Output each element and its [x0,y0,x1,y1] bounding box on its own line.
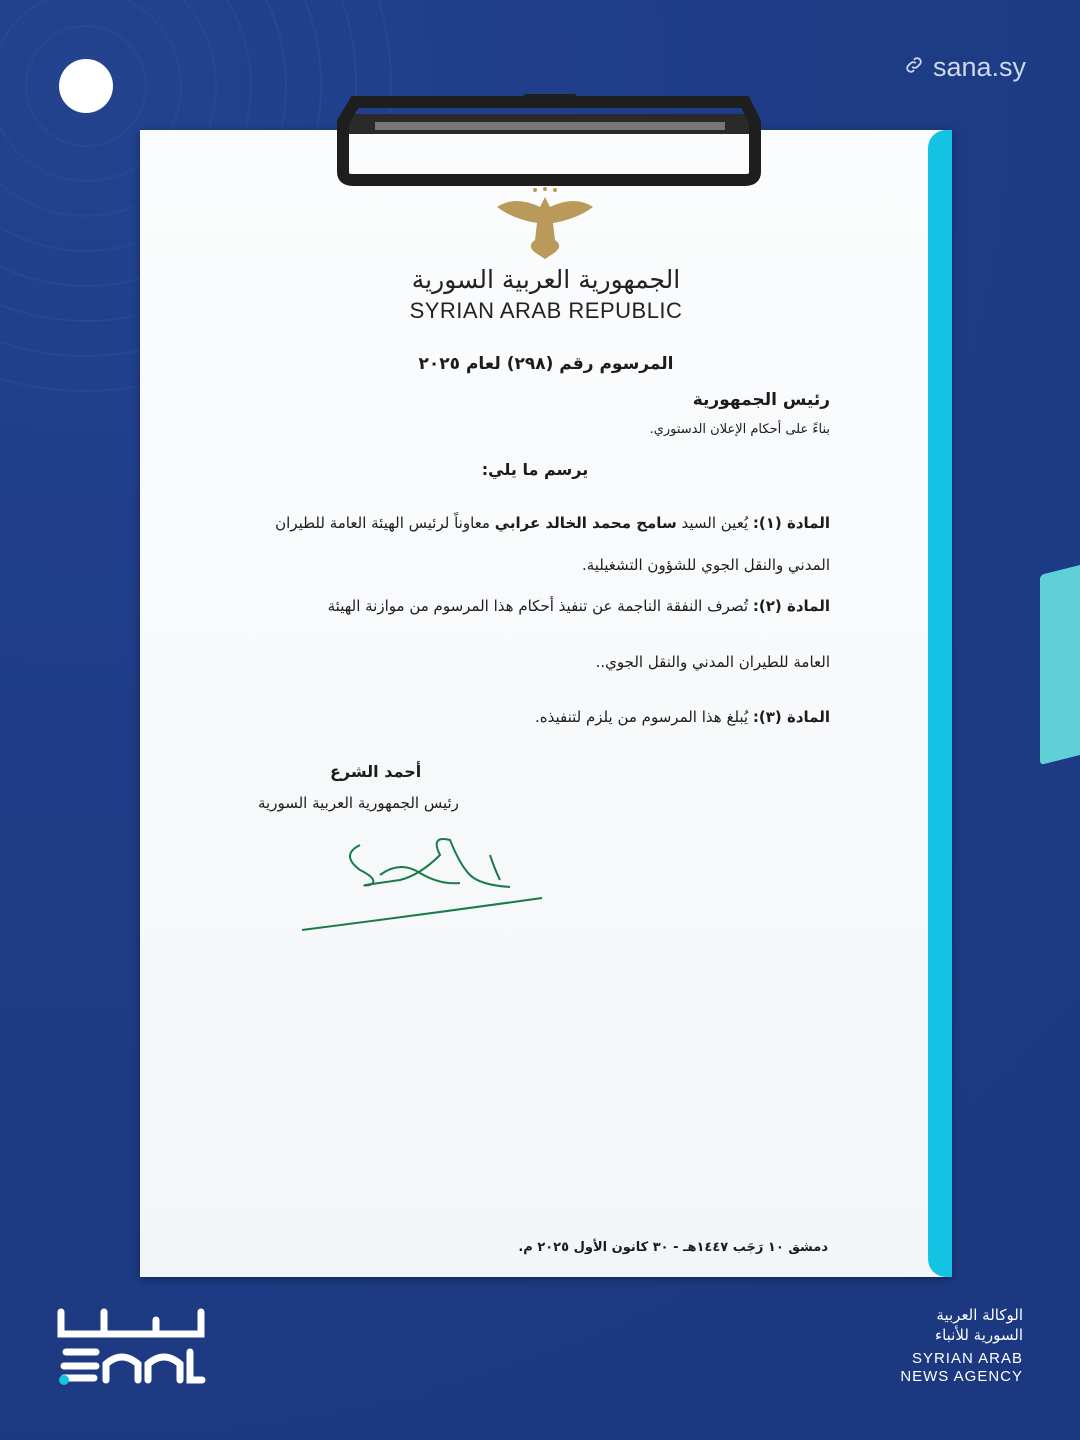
decorative-shape [1040,565,1080,765]
article-text: معاوناً لرئيس الهيئة العامة للطيران [275,514,495,532]
appointee-name: سامح محمد الخالد عرابي [494,514,677,532]
agency-name-ar-2: السورية للأنباء [935,1326,1023,1344]
article-1 [250,514,830,532]
article-text: تُصرف النفقة الناجمة عن تنفيذ أحكام هذا المرسوم من موازنة الهيئة [327,597,753,615]
decree-title: المرسوم رقم (٢٩٨) لعام ٢٠٢٥ [418,354,674,374]
agency-name [900,1305,1023,1386]
header-arabic: الجمهورية العربية السورية [411,265,681,294]
signatory-name: أحمد الشرع [330,762,422,781]
agency-name-ar-1: الوكالة العربية [936,1306,1023,1324]
sana-link[interactable] [903,52,1026,83]
article-2-line2: العامة للطيران المدني والنقل الجوي.. [595,653,830,671]
date-line: دمشق ١٠ رَجَب ١٤٤٧هـ - ٣٠ كانون الأول ٢٠٢٥ م. [518,1240,828,1255]
clipboard-clip-icon [335,92,765,187]
decorative-circle [59,59,113,113]
president-heading: رئيس الجمهورية [692,390,830,410]
eagle-emblem-icon [495,185,595,260]
article-text: يُبلغ هذا المرسوم من يلزم لتنفيذه. [534,708,753,726]
agency-name-en-1: SYRIAN ARAB [911,1350,1023,1367]
article-3 [250,708,830,726]
article-1-line2: المدني والنقل الجوي للشؤون التشغيلية. [581,556,830,574]
orders-text: يرسم ما يلي: [481,460,589,479]
article-label: المادة (٣): [752,708,830,726]
article-text: يُعين السيد [676,514,753,532]
based-on-text: بناءً على أحكام الإعلان الدستوري. [649,422,830,437]
article-label: المادة (١): [752,514,830,532]
decree-document [140,130,952,1277]
article-label: المادة (٢): [752,597,830,615]
signature [300,825,560,935]
agency-name-en-2: NEWS AGENCY [900,1368,1023,1385]
article-2 [250,597,830,615]
signatory-title: رئيس الجمهورية العربية السورية [258,794,459,812]
header-english: SYRIAN ARAB REPUBLIC [409,298,683,323]
sana-logo [56,1306,206,1386]
link-text: sana.sy [932,52,1026,82]
link-icon [903,52,925,83]
